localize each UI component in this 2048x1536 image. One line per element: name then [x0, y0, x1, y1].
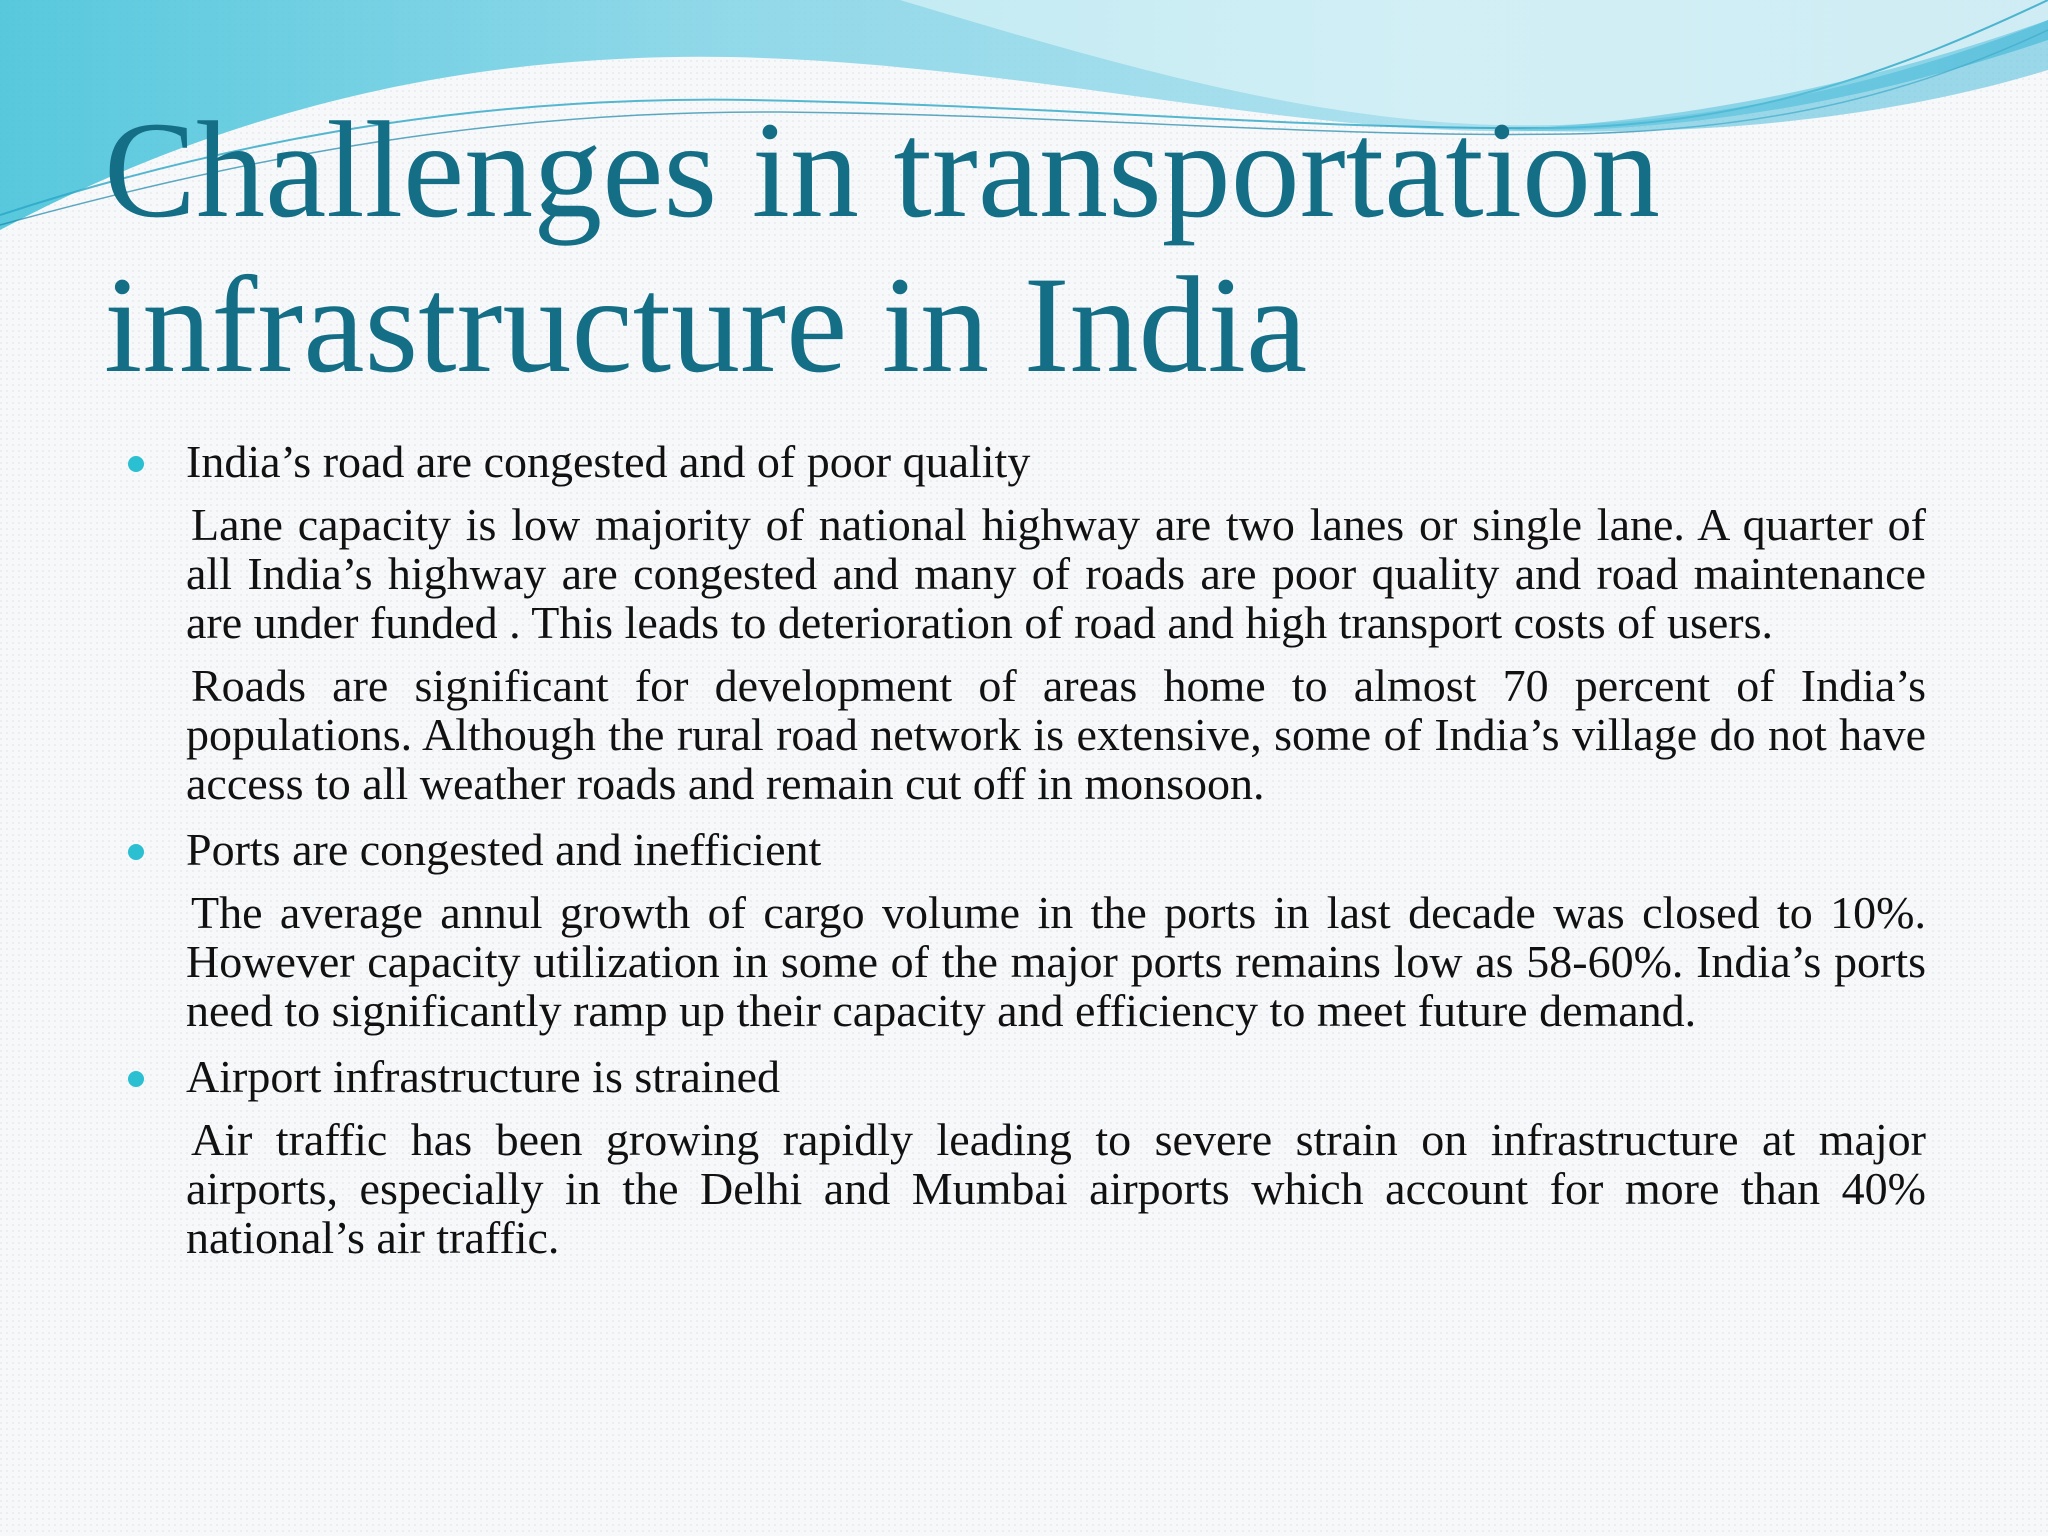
bullet-text: Airport infrastructure is strained: [186, 1051, 780, 1102]
body-paragraph: Air traffic has been growing rapidly leading to severe strain on infrastructure at major airports, especially in the Delhi and Mumbai airports which account for more than 40% national’s air traffic.: [186, 1114, 1926, 1263]
bullet-dot-icon: [128, 844, 144, 860]
bullet-text: India’s road are congested and of poor quality: [186, 436, 1031, 487]
body-paragraph: Roads are significant for development of areas home to almost 70 percent of India’s populations. Although the rural road network is extensive, some of India’s village do not have access to all weather roads and remain cut off in monsoon.: [186, 660, 1926, 809]
bullet-item-airports: [128, 1053, 1926, 1101]
bullet-dot-icon: [128, 1071, 144, 1087]
bullet-item-roads: [128, 438, 1926, 486]
body-paragraph: Lane capacity is low majority of national highway are two lanes or single lane. A quarter of all India’s highway are congested and many of roads are poor quality and road maintenance are under funded . This leads to deterioration of road and high transport costs of users.: [186, 499, 1926, 648]
slide-title: Challenges in transportation infrastructure in India: [104, 93, 1661, 401]
slide-body: [128, 438, 1926, 1262]
bullet-dot-icon: [128, 456, 144, 472]
bullet-item-ports: [128, 826, 1926, 874]
body-paragraph: The average annul growth of cargo volume in the ports in last decade was closed to 10%. However capacity utilization in some of the major ports remains low as 58-60%. India’s ports need to significantly ramp up their capacity and efficiency to meet future demand.: [186, 887, 1926, 1036]
bullet-text: Ports are congested and inefficient: [186, 824, 822, 875]
